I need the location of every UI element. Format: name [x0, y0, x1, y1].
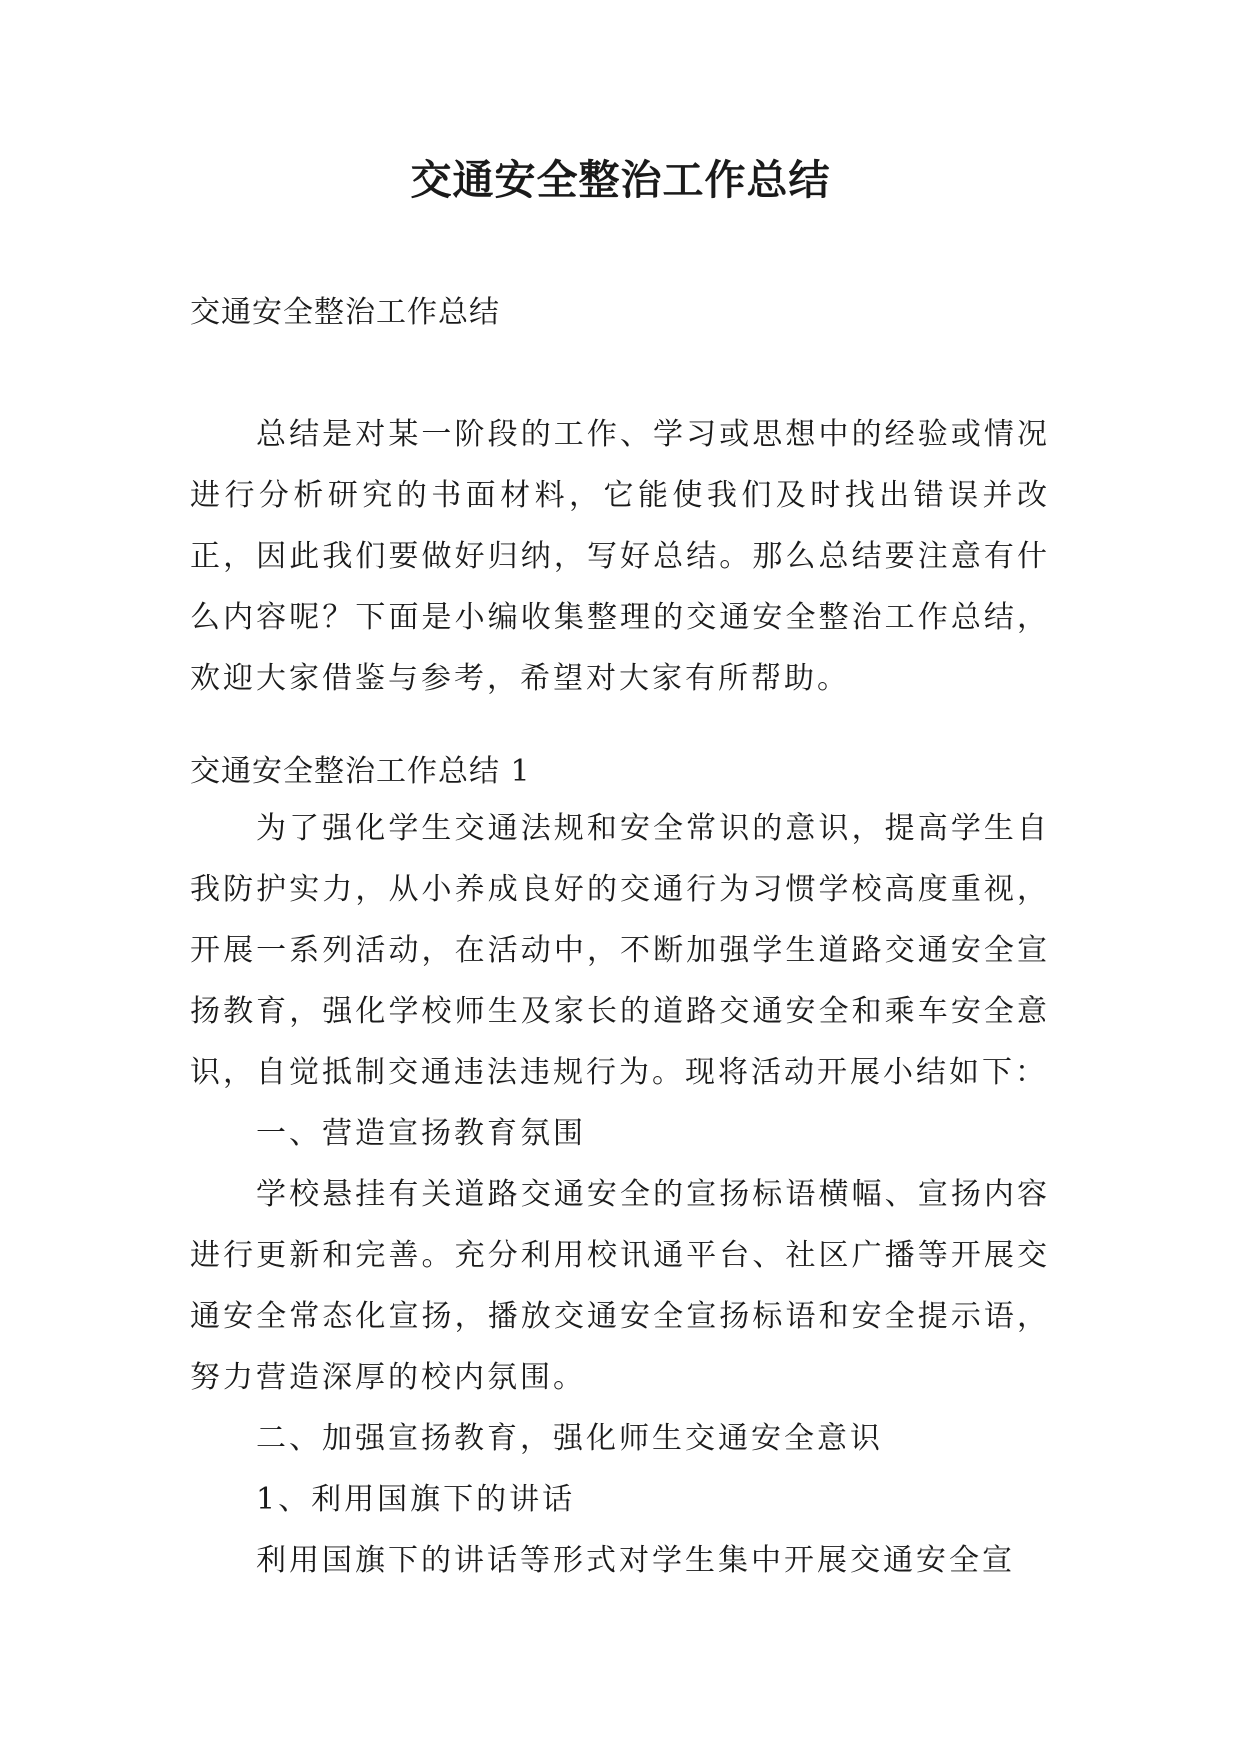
- intro-paragraph: 总结是对某一阶段的工作、学习或思想中的经验或情况进行分析研究的书面材料，它能使我们及时找出错误并改正，因此我们要做好归纳，写好总结。那么总结要注意有什么内容呢？下面是小编收集整理的交通安全整治工作总结，欢迎大家借鉴与参考，希望对大家有所帮助。: [190, 417, 1050, 696]
- document-title: 交通安全整治工作总结: [410, 156, 831, 204]
- document-subtitle: 交通安全整治工作总结: [190, 295, 500, 330]
- section-1-body: [190, 798, 1050, 1591]
- section-1-paragraph-3: 利用国旗下的讲话等形式对学生集中开展交通安全宣: [256, 1543, 1015, 1578]
- section-1-title: 交通安全整治工作总结 1: [190, 754, 531, 789]
- section-1-heading-1: 一、营造宣扬教育氛围: [256, 1116, 586, 1151]
- section-1-subheading-1: 1、利用国旗下的讲话: [256, 1482, 576, 1517]
- section-1-heading-2: 二、加强宣扬教育，强化师生交通安全意识: [256, 1421, 883, 1456]
- section-1-paragraph-2: 学校悬挂有关道路交通安全的宣扬标语横幅、宣扬内容进行更新和完善。充分利用校讯通平台、社区广播等开展交通安全常态化宣扬，播放交通安全宣扬标语和安全提示语，努力营造深厚的校内氛围。: [190, 1177, 1050, 1395]
- section-1-paragraph-1: 为了强化学生交通法规和安全常识的意识，提高学生自我防护实力，从小养成良好的交通行为习惯学校高度重视，开展一系列活动，在活动中，不断加强学生道路交通安全宣扬教育，强化学校师生及家长的道路交通安全和乘车安全意识，自觉抵制交通违法违规行为。现将活动开展小结如下：: [190, 811, 1050, 1090]
